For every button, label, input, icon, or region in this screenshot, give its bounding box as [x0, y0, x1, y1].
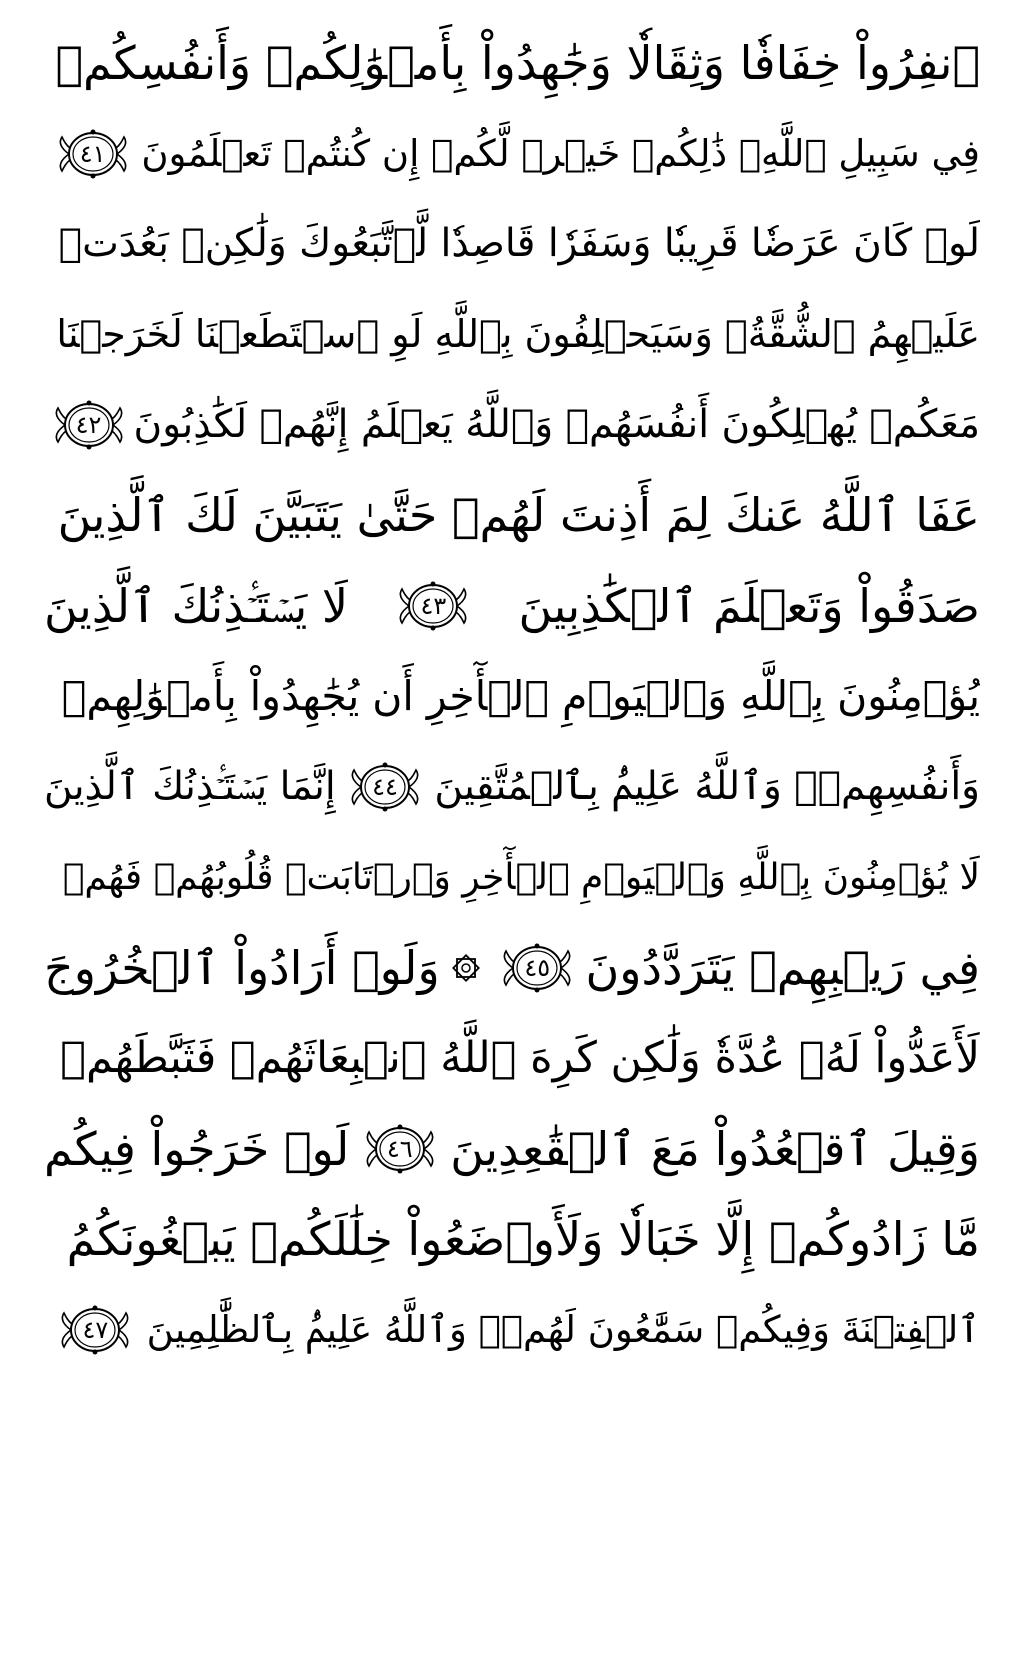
- verse-text: ٱنفِرُواْ خِفَافٗا وَثِقَالٗا وَجَٰهِدُواْ بِأَمۡوَٰلِكُمۡ وَأَنفُسِكُمۡ: [55, 35, 980, 90]
- ayah-number-marker: [394, 579, 472, 633]
- verse-text: مَّا زَادُوكُمۡ إِلَّا خَبَالٗا وَلَأَوۡضَعُواْ خِلَٰلَكُمۡ يَبۡغُونَكُمُ: [66, 1212, 980, 1267]
- verse-text: وَأَنفُسِهِمۡۗ وَٱللَّهُ عَلِيمُۢ بِٱلۡمُتَّقِينَ: [434, 763, 980, 809]
- ayah-number: ٤٣: [420, 592, 447, 621]
- ayah-number: ٤١: [79, 139, 106, 168]
- text-line: [44, 652, 980, 743]
- verse-text: فِي رَيۡبِهِمۡ يَتَرَدَّدُونَ: [585, 940, 980, 995]
- hizb-marker: [449, 951, 483, 985]
- text-line: [44, 1195, 980, 1286]
- text-line: [44, 471, 980, 562]
- verse-text: لَا يُؤۡمِنُونَ بِٱللَّهِ وَٱلۡيَوۡمِ ٱلۡأٓخِرِ وَٱرۡتَابَتۡ قُلُوبُهُمۡ فَهُمۡ: [62, 857, 980, 899]
- text-line: [44, 742, 980, 833]
- text-line: [44, 833, 980, 924]
- text-line: [44, 199, 980, 290]
- verse-text: ٱلۡفِتۡنَةَ وَفِيكُمۡ سَمَّٰعُونَ لَهُمۡۗ وَٱللَّهُ عَلِيمُۢ بِٱلظَّٰلِمِينَ: [146, 1308, 980, 1352]
- verse-text: لَوۡ خَرَجُواْ فِيكُم: [44, 1121, 350, 1176]
- ayah-number: ٤٦: [386, 1135, 413, 1164]
- rub-el-hizb-star-icon: [449, 951, 483, 985]
- verse-text: لَا يَسۡتَـٔۡذِنُكَ ٱلَّذِينَ: [44, 578, 349, 633]
- verse-text: مَعَكُمۡ يُهۡلِكُونَ أَنفُسَهُمۡ وَٱللَّهُ يَعۡلَمُ إِنَّهُمۡ لَكَٰذِبُونَ: [133, 401, 980, 447]
- verse-text: إِنَّمَا يَسۡتَـٔۡذِنُكَ ٱلَّذِينَ: [44, 763, 336, 809]
- text-line: [44, 561, 980, 652]
- verse-text: لَوۡ كَانَ عَرَضٗا قَرِيبٗا وَسَفَرٗا قَاصِدٗا لَّٱتَّبَعُوكَ وَلَٰكِنۢ بَعُدَتۡ: [58, 220, 980, 266]
- text-line: [44, 380, 980, 471]
- verse-text: لَأَعَدُّواْ لَهُۥ عُدَّةٗ وَلَٰكِن كَرِهَ ٱللَّهُ ٱنۢبِعَاثَهُمۡ فَثَبَّطَهُمۡ: [60, 1032, 980, 1083]
- text-line: [44, 1285, 980, 1376]
- ayah-number-marker: [346, 760, 424, 814]
- ayah-number: ٤٢: [75, 411, 102, 440]
- text-line: [44, 1104, 980, 1195]
- text-line: [44, 923, 980, 1014]
- verse-text: صَدَقُواْ وَتَعۡلَمَ ٱلۡكَٰذِبِينَ: [518, 578, 980, 633]
- verse-text: عَفَا ٱللَّهُ عَنكَ لِمَ أَذِنتَ لَهُمۡ حَتَّىٰ يَتَبَيَّنَ لَكَ ٱلَّذِينَ: [57, 488, 980, 543]
- ayah-number-marker: [361, 1122, 439, 1176]
- ayah-number: ٤٤: [372, 773, 398, 802]
- verse-text: عَلَيۡهِمُ ٱلشُّقَّةُۚ وَسَيَحۡلِفُونَ بِٱللَّهِ لَوِ ٱسۡتَطَعۡنَا لَخَرَجۡنَا: [56, 311, 980, 356]
- ayah-number-marker: [498, 941, 576, 995]
- verse-text: وَقِيلَ ٱقۡعُدُواْ مَعَ ٱلۡقَٰعِدِينَ: [450, 1121, 980, 1176]
- verse-text: وَلَوۡ أَرَادُواْ ٱلۡخُرُوجَ: [44, 940, 440, 995]
- text-line: [44, 1014, 980, 1105]
- verse-text: فِي سَبِيلِ ٱللَّهِۚ ذَٰلِكُمۡ خَيۡرٞ لَّكُمۡ إِن كُنتُمۡ تَعۡلَمُونَ: [141, 131, 980, 175]
- text-line: [44, 290, 980, 381]
- text-line: [44, 18, 980, 109]
- ayah-number-marker: [56, 1303, 134, 1357]
- ayah-number: ٤٥: [524, 954, 551, 983]
- ayah-number: ٤٧: [82, 1316, 109, 1345]
- ayah-number-marker: [50, 398, 128, 452]
- verse-text: يُؤۡمِنُونَ بِٱللَّهِ وَٱلۡيَوۡمِ ٱلۡأٓخِرِ أَن يُجَٰهِدُواْ بِأَمۡوَٰلِهِمۡ: [61, 672, 980, 721]
- text-line: [44, 109, 980, 200]
- ayah-number-marker: [54, 127, 132, 181]
